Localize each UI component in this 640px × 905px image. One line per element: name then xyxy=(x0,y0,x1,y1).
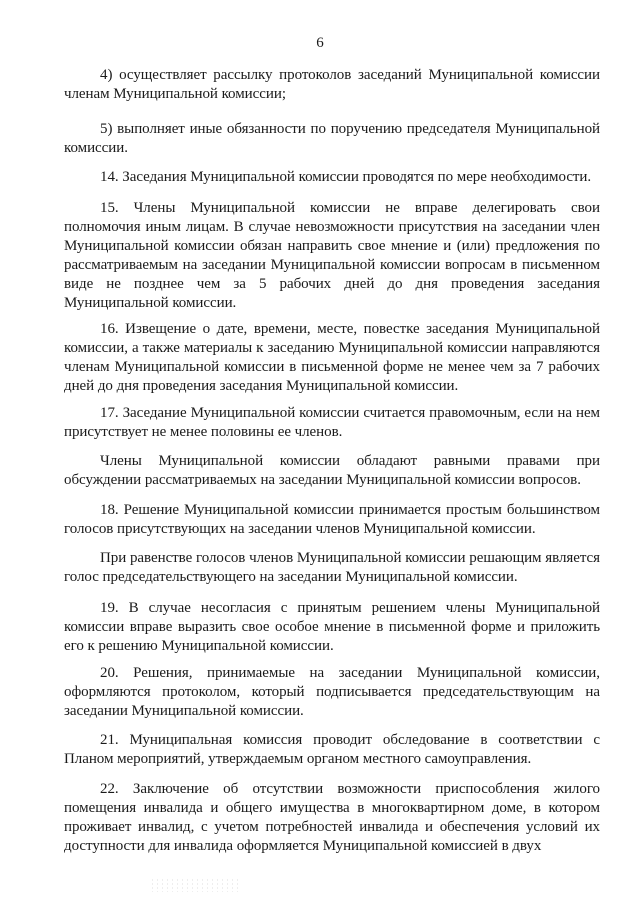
page-number: 6 xyxy=(316,35,324,51)
paragraph-19: 19. В случае несогласия с принятым решением члены Муниципальной комиссии вправе выразить свое особое мнение в письменной форме и приложить его к решению Муниципальной комиссии. xyxy=(64,600,600,654)
paragraph-16: 16. Извещение о дате, времени, месте, повестке заседания Муниципальной комиссии, а также материалы к заседанию Муниципальной комиссии направляются членам Муниципальной комиссии в письменной форме не менее чем за 7 рабочих дней до дня проведения заседания Муниципальной комиссии. xyxy=(64,321,600,394)
paragraph-equal-rights: Члены Муниципальной комиссии обладают равными правами при обсуждении рассматриваемых на заседании Муниципальной комиссии вопросов. xyxy=(64,453,600,488)
scan-noise xyxy=(150,878,240,892)
paragraph-5: 5) выполняет иные обязанности по поручению председателя Муниципальной комиссии. xyxy=(64,121,600,156)
paragraph-tie-vote: При равенстве голосов членов Муниципальной комиссии решающим является голос председательствующего на заседании Муниципальной комиссии. xyxy=(64,550,600,585)
paragraph-4: 4) осуществляет рассылку протоколов заседаний Муниципальной комиссии членам Муниципальной комиссии; xyxy=(64,67,600,102)
paragraph-18: 18. Решение Муниципальной комиссии принимается простым большинством голосов присутствующих на заседании членов Муниципальной комиссии. xyxy=(64,502,600,537)
paragraph-20: 20. Решения, принимаемые на заседании Муниципальной комиссии, оформляются протоколом, который подписывается председательствующим на заседании Муниципальной комиссии. xyxy=(64,665,600,719)
paragraph-17: 17. Заседание Муниципальной комиссии считается правомочным, если на нем присутствует не менее половины ее членов. xyxy=(64,405,600,440)
paragraph-14: 14. Заседания Муниципальной комиссии проводятся по мере необходимости. xyxy=(100,169,592,185)
paragraph-22: 22. Заключение об отсутствии возможности приспособления жилого помещения инвалида и общего имущества в многоквартирном доме, в котором проживает инвалид, с учетом потребностей инвалида и обеспечения условий их доступности для инвалида оформляется Муниципальной комиссией в двух xyxy=(64,781,600,854)
paragraph-15: 15. Члены Муниципальной комиссии не вправе делегировать свои полномочия иным лицам. В случае невозможности присутствия на заседании член Муниципальной комиссии обязан направить свое мнение и (или) предложения по рассматриваемым на заседании Муниципальной комиссии вопросам в письменном виде не позднее чем за 5 рабочих дней до дня проведения заседания Муниципальной комиссии. xyxy=(64,200,600,311)
paragraph-21: 21. Муниципальная комиссия проводит обследование в соответствии с Планом мероприятий, утверждаемым органом местного самоуправления. xyxy=(64,732,600,767)
